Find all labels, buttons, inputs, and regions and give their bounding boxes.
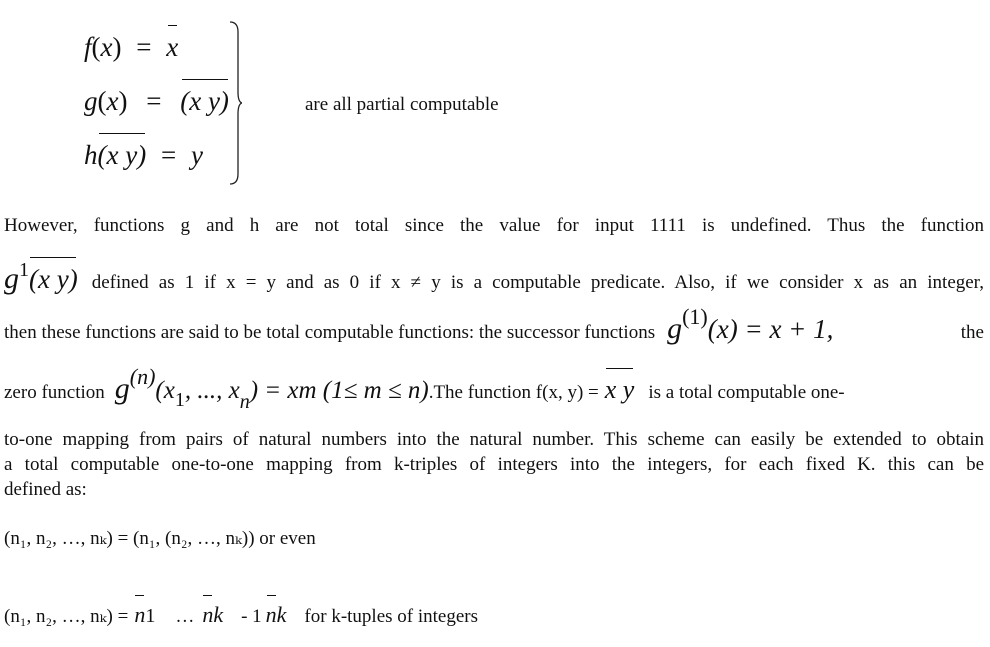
tuple-definition-1: (n₁, n₂, …, nₖ) = (n₁, (n₂, …, nₖ)) or even xyxy=(4,528,316,549)
paragraph1-line4: zero function g $^{(n)}$ (x $_1$ , ..., x $_n$ ) = xm (1≤ m ≤ n) .The function f(x, y) = x y is a total computable one- xyxy=(4,364,845,413)
paragraph2-line3: defined as: xyxy=(4,479,87,500)
paragraph1-line2: g $^1$ (x y) defined as 1 if x = y and as 0 if x ≠ y is a computable predicate. Also, if we consider x as an integer, xyxy=(4,259,984,295)
paragraph2-line2: a total computable one-to-one mapping from k-triples of integers into the integers, for each fixed K. this can be xyxy=(4,454,984,475)
right-brace xyxy=(228,20,242,186)
equation-g: g(x) = (x y) xyxy=(84,86,229,116)
brace-note: are all partial computable xyxy=(305,94,499,115)
paragraph1-line3: then these functions are said to be total computable functions: the successor functions g $^{(1)}$ (x) = x + 1, the xyxy=(4,304,984,345)
paragraph1-line1: However, functions g and h are not total since the value for input 1111 is undefined. Thus the function xyxy=(4,215,984,236)
equation-f: f(x) = x xyxy=(84,32,179,62)
tuple-definition-2: (n₁, n₂, …, nₖ) = n 1 … n k - 1 n k for k-tuples of integers xyxy=(4,602,479,627)
equation-h: h(x y) = y xyxy=(84,140,203,170)
paragraph2-line1: to-one mapping from pairs of natural numbers into the natural number. This scheme can easily be extended to obtain xyxy=(4,429,984,450)
